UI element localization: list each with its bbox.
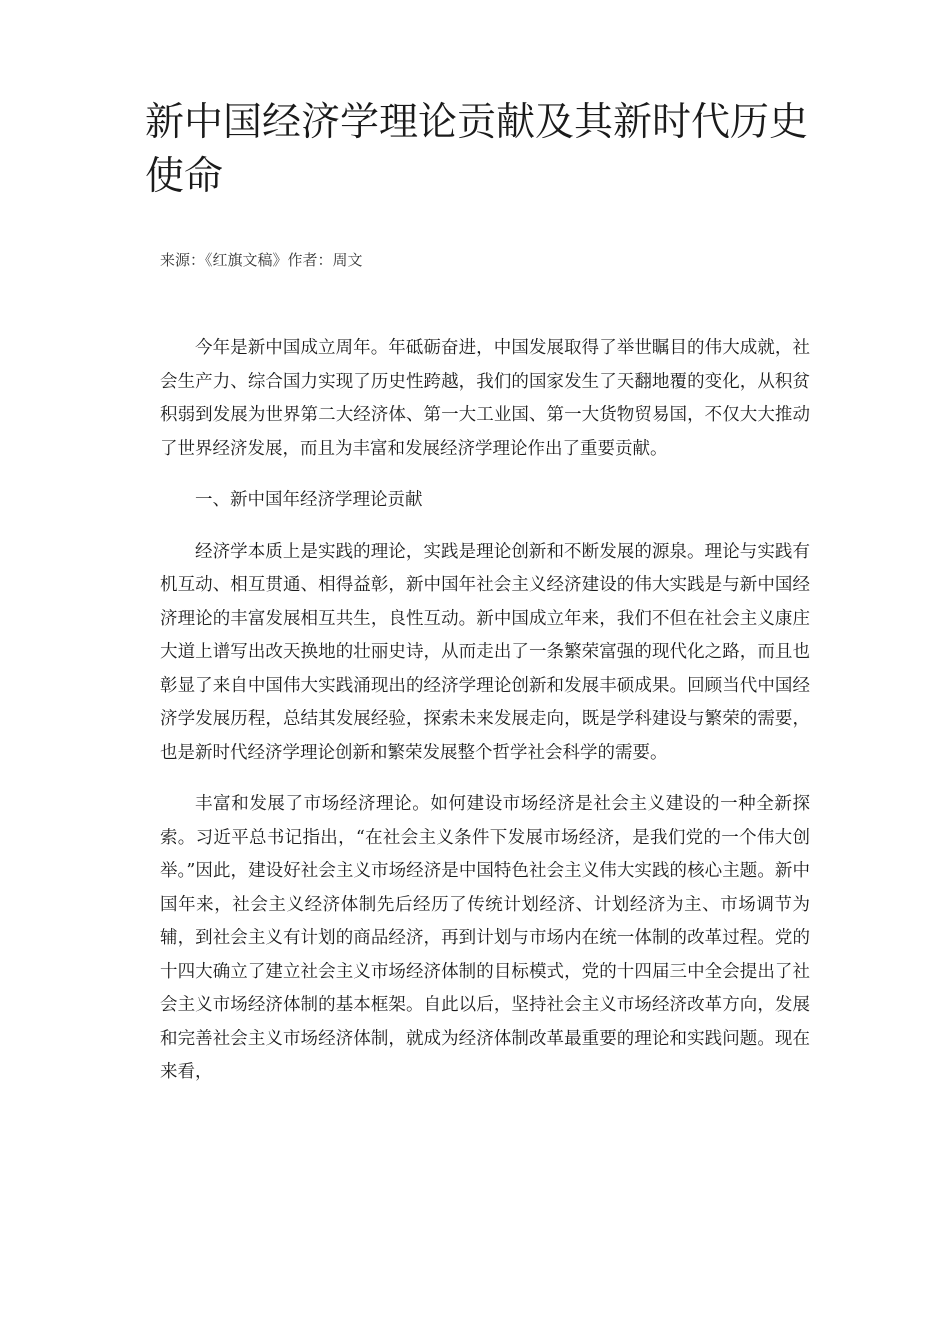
article-body (160, 332, 810, 1108)
paragraph-intro: 今年是新中国成立周年。年砥砺奋进，中国发展取得了举世瞩目的伟大成就，社会生产力、综合国力实现了历史性跨越，我们的国家发生了天翻地覆的变化，从积贫积弱到发展为世界第二大经济体、第一大工业国、第一大货物贸易国，不仅大大推动了世界经济发展，而且为丰富和发展经济学理论作出了重要贡献。 (160, 338, 810, 459)
section-heading: 一、新中国年经济学理论贡献 (195, 490, 423, 510)
source-line: 来源：《红旗文稿》作者：周文 (160, 251, 363, 269)
paragraph-practice: 经济学本质上是实践的理论，实践是理论创新和不断发展的源泉。理论与实践有机互动、相互贯通、相得益彰，新中国年社会主义经济建设的伟大实践是与新中国经济理论的丰富发展相互共生，良性互动。新中国成立年来，我们不但在社会主义康庄大道上谱写出改天换地的壮丽史诗，从而走出了一条繁荣富强的现代化之路，而且也彰显了来自中国伟大实践涌现出的经济学理论创新和发展丰硕成果。回顾当代中国经济学发展历程，总结其发展经验，探索未来发展走向，既是学科建设与繁荣的需要，也是新时代经济学理论创新和繁荣发展整个哲学社会科学的需要。 (160, 541, 810, 763)
article-title: 新中国经济学理论贡献及其新时代历史使命 (145, 100, 809, 199)
paragraph-market-economy: 丰富和发展了市场经济理论。如何建设市场经济是社会主义建设的一种全新探索。习近平总书记指出，“在社会主义条件下发展市场经济，是我们党的一个伟大创举。”因此，建设好社会主义市场经济是中国特色社会主义伟大实践的核心主题。新中国年来，社会主义经济体制先后经历了传统计划经济、计划经济为主、市场调节为辅，到社会主义有计划的商品经济，再到计划与市场内在统一体制的改革过程。党的十四大确立了建立社会主义市场经济体制的目标模式，党的十四届三中全会提出了社会主义市场经济体制的基本框架。自此以后，坚持社会主义市场经济改革方向，发展和完善社会主义市场经济体制，就成为经济体制改革最重要的理论和实践问题。现在来看， (160, 794, 810, 1082)
